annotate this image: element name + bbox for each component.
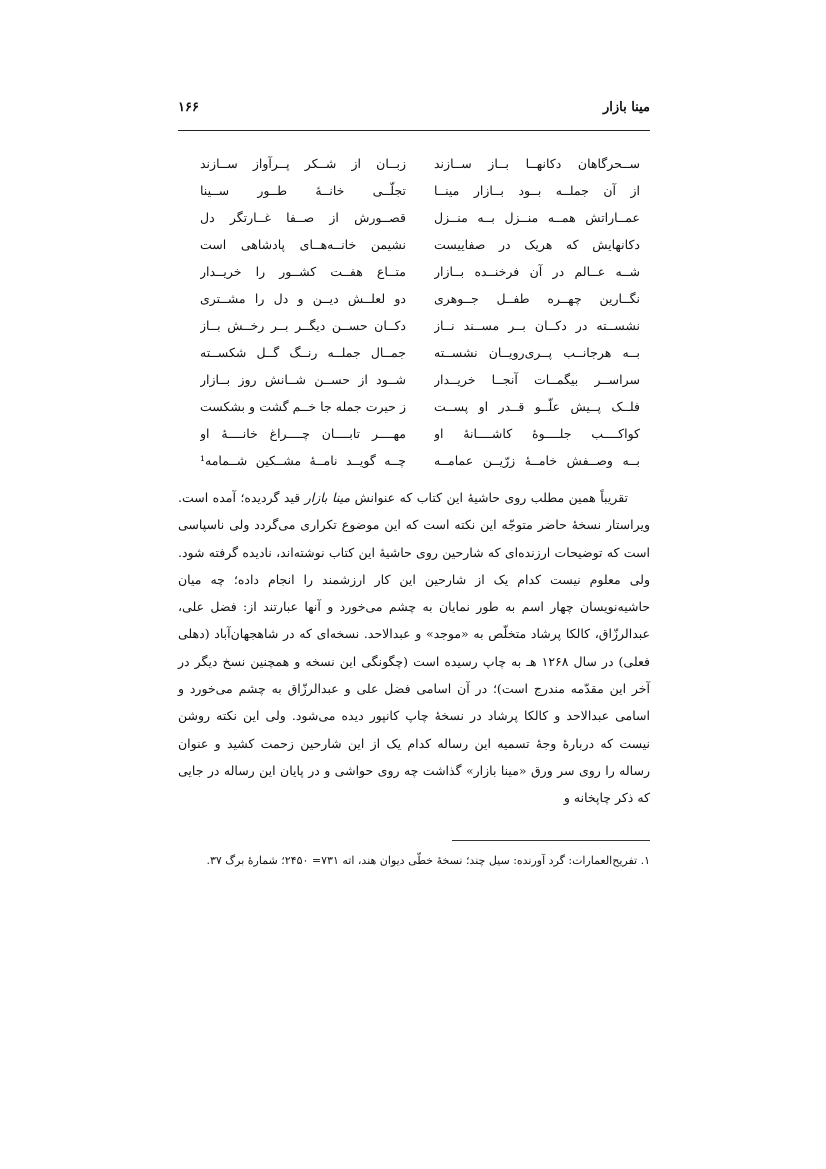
couplet: [178, 393, 650, 420]
couplet: [178, 339, 650, 366]
hemistich-second: چــه گویــد نامــهٔ مشــکین شــمامه¹: [200, 453, 406, 468]
couplet: [178, 420, 650, 447]
hemistich-first: ســحرگاهان دکانهــا بــاز ســازند: [434, 156, 640, 171]
hemistich-second: نشیمن خانــه‌هــای پادشاهی است: [200, 237, 406, 252]
hemistich-second: متــاع هفــت کشــور را خریــدار: [200, 264, 406, 279]
hemistich-first: عمــاراتش همــه منــزل بــه منــزل: [434, 210, 640, 225]
hemistich-second: شــود از حســن شــانش روز بــازار: [200, 372, 406, 387]
couplet: [178, 150, 650, 177]
page-number: ۱۶۶: [178, 100, 199, 115]
hemistich-first: بــه هرجانــب پــری‌رویــان نشســته: [434, 345, 640, 360]
couplet: [178, 447, 650, 474]
book-title: مینا بازار: [304, 490, 351, 505]
couplet: [178, 231, 650, 258]
hemistich-first: از آن جملــه بــود بــازار مینــا: [434, 183, 640, 198]
couplet: [178, 258, 650, 285]
hemistich-first: بــه وصــفش خامــهٔ زرّیــن عمامــه: [434, 453, 640, 468]
hemistich-first: شــه عــالم در آن فرخنــده بــازار: [434, 264, 640, 279]
couplet: [178, 177, 650, 204]
hemistich-second: دکــان حســن دیگــر بــر رخــش بــاز: [200, 318, 406, 333]
couplet: [178, 285, 650, 312]
footnote-rule: [452, 840, 650, 841]
hemistich-first: دکانهایش که هریک در صفاییست: [434, 237, 640, 252]
poem: [178, 150, 650, 474]
couplet: [178, 204, 650, 231]
paragraph-text: قید گردیده؛ آمده است. ویراستار نسخهٔ حاضر متوجّه این نکته است که این موضوع تکراری می‌گردد ولی ناسپاسی است که توضیحات ارزنده‌ای که شارحین روی حاشیهٔ این کتاب نوشته‌اند، نادیده گرفته شود. ولی معلوم نیست کدام یک از شارحین این کار ارزشمند را انجام داده؛ چه میان حاشیه‌نویسان چهار اسم به طور نمایان به چشم می‌خورد و آنها عبارتند از: فضل علی، عبدالرزّاق، کالکا پرشاد متخلّص به «موجد» و عبدالاحد. نسخه‌ای که در شاهجهان‌آباد (دهلی فعلی) در سال ۱۲۶۸ هـ به چاپ رسیده است (چگونگی این نسخه و همچنین نسخ دیگر در آخر این مقدّمه مندرج است)؛ در آن اسامی فضل علی و عبدالرزّاق به چشم می‌خورد و اسامی عبدالاحد و کالکا پرشاد در نسخهٔ چاپ کانپور دیده می‌شود. ولی این نکته روشن نیست که دربارهٔ وجهٔ تسمیه این رساله کدام یک از این شارحین زحمت کشید و عنوان رساله را روی سر ورق «مینا بازار» گذاشت چه روی حواشی و در پایان این رساله در جایی که ذکر چاپخانه و: [178, 490, 650, 806]
hemistich-second: جمــال جملــه رنــگ گــل شکســته: [200, 345, 406, 360]
paragraph: [178, 484, 650, 812]
hemistich-first: نشســته در دکــان بــر مســند نــاز: [434, 318, 640, 333]
couplet: [178, 366, 650, 393]
body-text: [178, 484, 650, 812]
hemistich-second: ز حیرت جمله جا خــم گشت و بشکست: [200, 399, 406, 414]
paragraph-text: تقریباً همین مطلب روی حاشیهٔ این کتاب که عنوانش: [350, 490, 629, 505]
hemistich-second: مهــــر تابــــان چــــراغ خانــــهٔ او: [200, 426, 406, 441]
running-title: مینا بازار: [602, 100, 650, 115]
header-rule: [178, 130, 650, 131]
hemistich-first: سراســر بیگمــات آنجــا خریــدار: [434, 372, 640, 387]
couplet: [178, 312, 650, 339]
hemistich-second: زبــان از شــکر پــرآواز ســازند: [200, 156, 406, 171]
hemistich-second: دو لعلــش دیــن و دل را مشــتری: [200, 291, 406, 306]
hemistich-first: نگــارین چهــره طفــل جــوهری: [434, 291, 640, 306]
hemistich-first: کواکــــب جلــــوهٔ کاشــــانهٔ او: [434, 426, 640, 441]
hemistich-first: فلــک پــیش علّــو قــدر او پســت: [434, 399, 640, 414]
footnote: ۱. تفریح‌العمارات: گرد آورنده: سیل چند؛ نسخهٔ خطّی دیوان هند، اته ۷۳۱= ۲۴۵۰؛ شمارهٔ برگ ۳۷.: [206, 854, 650, 867]
page-header: [178, 100, 650, 124]
hemistich-second: قصــورش از صــفا غــارتگر دل: [200, 210, 406, 225]
hemistich-second: تجلّــی خانــهٔ طــور ســینا: [200, 183, 406, 198]
